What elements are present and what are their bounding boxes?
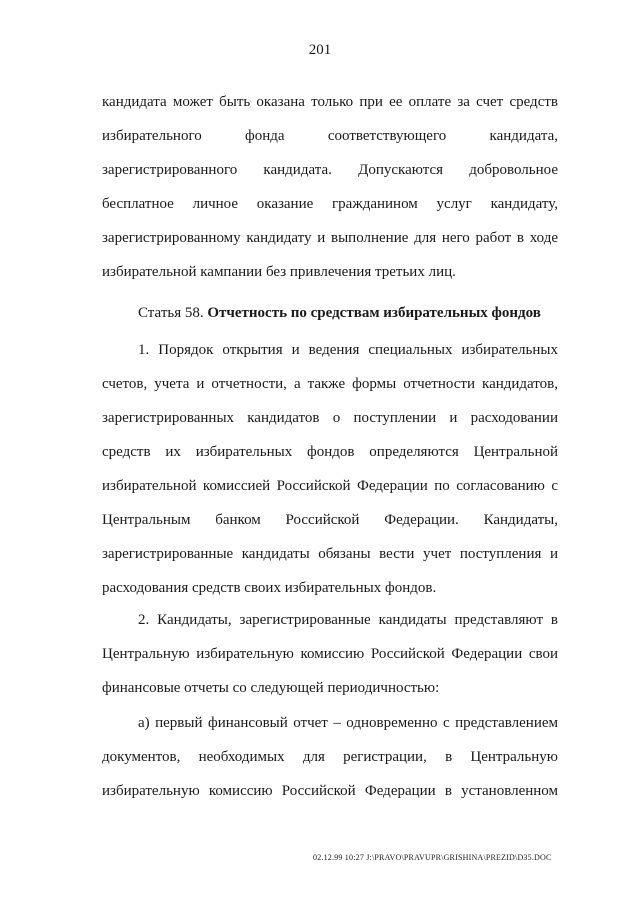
page-number: 201: [308, 42, 332, 58]
article-title: Отчетность по средствам избирательных фондов: [207, 305, 541, 321]
article-heading: [138, 303, 558, 323]
paragraph-subclause-a: а) первый финансовый отчет – одновременно с представлением документов, необходимых для регистрации, в Центральную избирательную комиссию Российской Федерации в установленном: [102, 715, 558, 799]
paragraph-continuation: кандидата может быть оказана только при ее оплате за счет средств избирательного фонда соответствующего кандидата, зарегистрированного кандидата. Допускаются добровольное бесплатное личное оказание гражданином услуг кандидату, зарегистрированному кандидату и выполнение для него работ в ходе избирательной кампании без привлечения третьих лиц.: [102, 94, 558, 280]
paragraph-clause-1: 1. Порядок открытия и ведения специальных избирательных счетов, учета и отчетности, а также формы отчетности кандидатов, зарегистрированных кандидатов о поступлении и расходовании средств их избирательных фондов определяются Центральной избирательной комиссией Российской Федерации по согласованию с Центральным банком Российской Федерации. Кандидаты, зарегистрированные кандидаты обязаны вести учет поступления и расходования средств своих избирательных фондов.: [102, 342, 558, 596]
paragraph-clause-2: 2. Кандидаты, зарегистрированные кандидаты представляют в Центральную избирательную комиссию Российской Федерации свои финансовые отчеты со следующей периодичностью:: [102, 612, 558, 696]
article-number: Статья 58.: [138, 305, 204, 321]
file-path-footer: 02.12.99 10:27 J:\PRAVO\PRAVUPR\GRISHINA\PREZID\D35.DOC: [313, 853, 552, 862]
